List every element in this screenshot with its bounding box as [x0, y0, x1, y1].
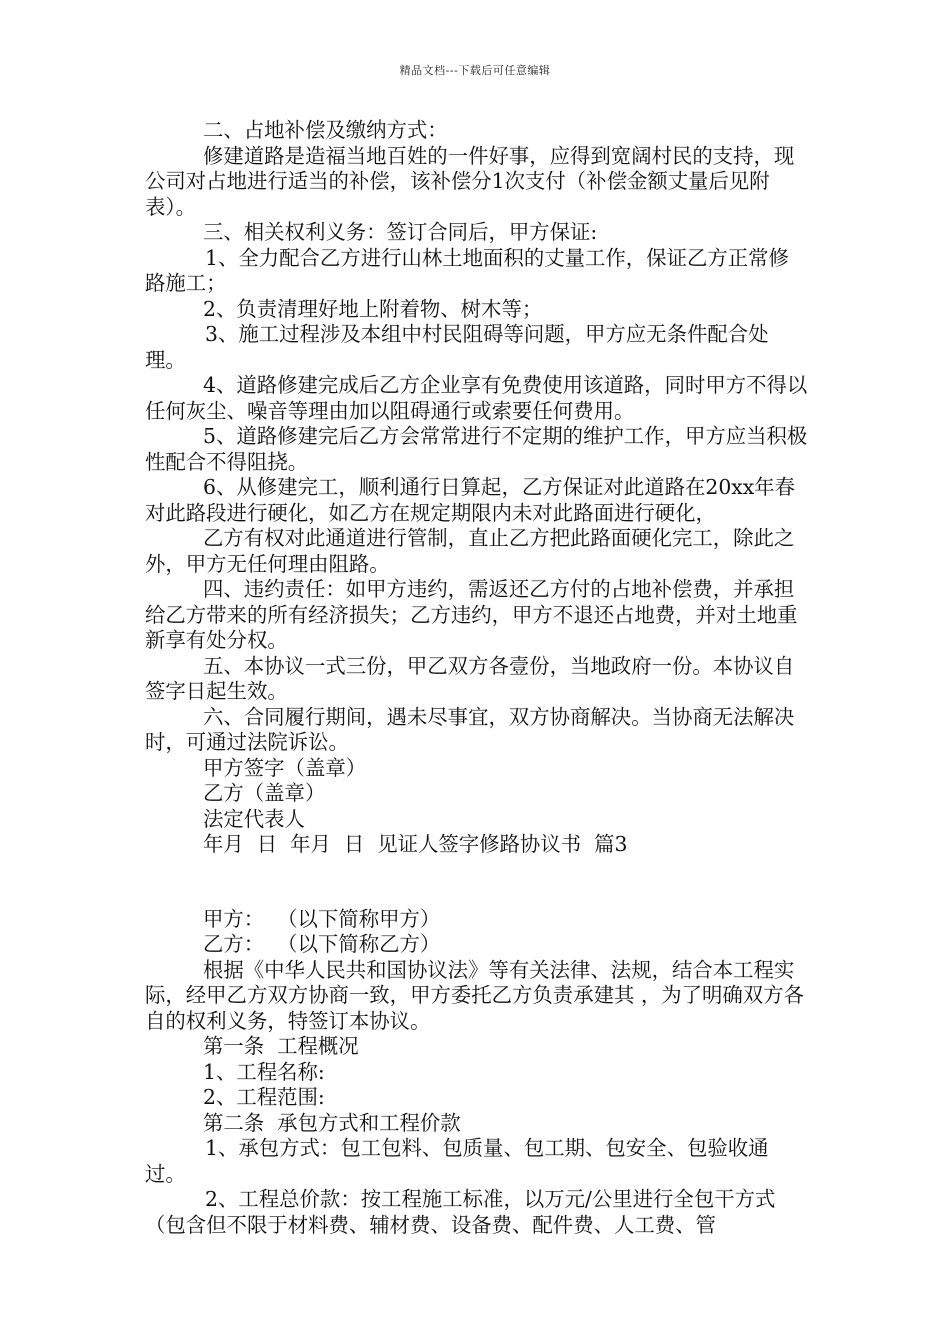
- paragraph: 1、工程名称:: [203, 1059, 325, 1084]
- paragraph: 甲方： （以下简称甲方）: [203, 906, 441, 931]
- paragraph: 三、相关权利义务：签订合同后，甲方保证:: [203, 220, 598, 244]
- paragraph: 5、道路修建完后乙方会常常进行不定期的维护工作，甲方应当积极性配合不得阻挠。: [145, 424, 808, 474]
- paragraph: 3、施工过程涉及本组中村民阻碍等问题，甲方应无条件配合处理。: [145, 322, 769, 372]
- paragraph: 年月 日 年月 日 见证人签字修路协议书 篇3: [203, 832, 628, 856]
- paragraph: 法定代表人: [203, 806, 305, 831]
- paragraph: 第二条 承包方式和工程价款: [203, 1110, 461, 1135]
- paragraph: 乙方： （以下简称乙方）: [203, 932, 441, 956]
- paragraph: 四、违约责任：如甲方违约，需返还乙方付的占地补偿费，并承担给乙方带来的所有经济损失；乙方违约，甲方不退还占地费，并对土地重新享有处分权。: [145, 577, 798, 652]
- paragraph: 1、承包方式：包工包料、包质量、包工期、包安全、包验收通过。: [145, 1136, 769, 1186]
- paragraph: 二、占地补偿及缴纳方式：: [203, 118, 448, 142]
- paragraph: 4、道路修建完成后乙方企业享有免费使用该道路，同时甲方不得以任何灰尘、噪音等理由加以阻碍通行或索要任何费用。: [145, 373, 808, 423]
- paragraph: 1、全力配合乙方进行山林土地面积的丈量工作，保证乙方正常修路施工；: [145, 245, 789, 295]
- paragraph: 乙方有权对此通道进行管制，直止乙方把此路面硬化完工，除此之外，甲方无任何理由阻路。: [145, 526, 795, 576]
- paragraph: 2、负责清理好地上附着物、树木等；: [203, 296, 543, 321]
- paragraph: 甲方签字（盖章）: [203, 755, 367, 780]
- paragraph: 六、合同履行期间，遇未尽事宜，双方协商解决。当协商无法解决时，可通过法院诉讼。: [145, 704, 795, 754]
- paragraph: 乙方（盖章）: [203, 781, 326, 805]
- paragraph: 五、本协议一式三份，甲乙双方各壹份，当地政府一份。本协议自签字日起生效。: [145, 653, 795, 703]
- page-header: 精品文档---下载后可任意编辑: [399, 64, 551, 77]
- paragraph: 修建道路是造福当地百姓的一件好事，应得到宽阔村民的支持，现公司对占地进行适当的补偿，该补偿分1次支付（补偿金额丈量后见附表）。: [145, 143, 795, 219]
- paragraph-spacer: [145, 858, 809, 907]
- paragraph: 6、从修建完工，顺利通行日算起，乙方保证对此道路在20xx年春对此路段进行硬化，如乙方在规定期限内未对此路面进行硬化，: [145, 475, 796, 525]
- paragraph: 2、工程总价款：按工程施工标准，以万元/公里进行全包干方式（包含但不限于材料费、辅材费、设备费、配件费、人工费、管: [145, 1187, 776, 1237]
- document-body: [145, 118, 809, 1238]
- paragraph: 第一条 工程概况: [203, 1034, 359, 1058]
- paragraph: 根据《中华人民共和国协议法》等有关法律、法规，结合本工程实际，经甲乙方双方协商一致，甲方委托乙方负责承建其 ，为了明确双方各自的权利义务，特签订本协议。: [145, 957, 804, 1033]
- paragraph: 2、工程范围:: [203, 1085, 325, 1109]
